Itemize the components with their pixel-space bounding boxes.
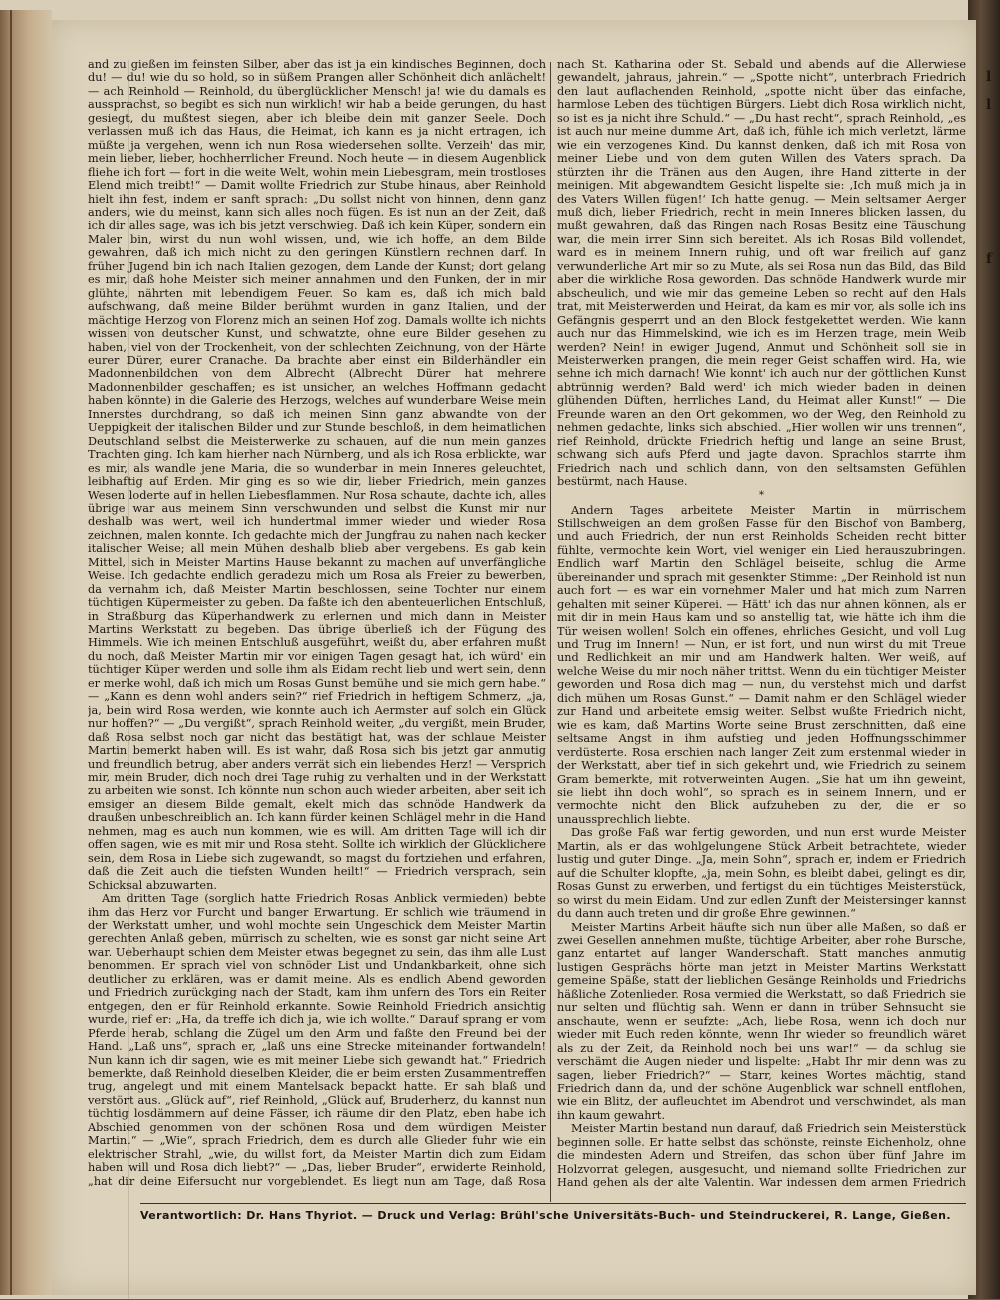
footer-rule xyxy=(140,1203,966,1204)
book-binding-left xyxy=(0,10,52,1295)
paragraph: Meister Martins Arbeit häufte sich nun über alle Maßen, so daß er zwei Gesellen annehmen mußte, tüchtige Arbeiter, aber rohe Bursche, ganz entartet auf langer Wanderschaft. Statt manches anmutig lustigen Gesprächs hörte man jetzt in Meister Martins Werkstatt gemeine Späße, statt der lieblichen Gesänge Reinholds und Friedrichs häßliche Zotenlieder. Rosa vermied die Werkstatt, so daß Friedrich sie nur selten und flüchtig sah. Wenn er dann in trüber Sehnsucht sie anschaute, wenn er seufzte: „Ach, liebe Rosa, wenn ich doch nur wieder mit Euch reden könnte, wenn Ihr wieder so freundlich wäret als zu der Zeit, da Reinhold noch bei uns war!“ — da schlug sie verschämt die Augen nieder und lispelte: „Habt Ihr mir denn was zu sagen, lieber Friedrich?“ — Starr, keines Wortes mächtig, stand Friedrich dann da, und der schöne Augenblick war schnell entflohen, wie ein Blitz, der aufleuchtet im Abendrot und verschwindet, als man ihn kaum gewahrt. xyxy=(557,920,966,1122)
text-column-left xyxy=(88,58,546,1188)
paragraph: Am dritten Tage (sorglich hatte Friedrich Rosas Anblick vermieden) bebte ihm das Herz vor Furcht und banger Erwartung. Er schlich wie träumend in der Werkstatt umher, und wohl mochte sein Ungeschick dem Meister Martin gerechten Anlaß geben, mürrisch zu schelten, wie es sonst gar nicht seine Art war. Ueberhaupt schien dem Meister etwas begegnet zu sein, das ihm alle Lust benommen. Er sprach viel von schnöder List und Undankbarkeit, ohne sich deutlicher zu erklären, was er damit meine. Als es endlich Abend geworden und Friedrich zurückging nach der Stadt, kam ihm unfern des Tors ein Reiter entgegen, den er für Reinhold erkannte. Sowie Reinhold Friedrich ansichtig wurde, rief er: „Ha, da treffe ich dich ja, wie ich wollte.“ Darauf sprang er vom Pferde herab, schlang die Zügel um den Arm und faßte den Freund bei der Hand. „Laß uns“, sprach er, „laß uns eine Strecke miteinander fortwandeln! Nun kann ich dir sagen, wie es mit meiner Liebe sich gewandt hat.“ Friedrich bemerkte, daß Reinhold dieselben Kleider, die er beim ersten Zusammentreffen trug, angelegt und mit einem Mantelsack bepackt hatte. Er sah blaß und verstört aus. „Glück auf“, rief Reinhold, „Glück auf, Bruderherz, du kannst nun tüchtig losdämmern auf deine Fässer, ich räume dir den Platz, eben habe ich Abschied genommen von der schönen Rosa und dem würdigen Meister Martin.“ — „Wie“, sprach Friedrich, dem es durch alle Glieder fuhr wie ein elektrischer Strahl, „wie, du willst fort, da Meister Martin dich zum Eidam haben will und Rosa dich liebt?“ — „Das, lieber Bruder“, erwiderte Reinhold, „hat dir deine Eifersucht nur vorgeblendet. Es liegt nun am Tage, daß Rosa xyxy=(88,892,546,1188)
section-mark: * xyxy=(759,489,764,501)
column-divider xyxy=(550,62,551,1202)
adjacent-page-edge: l l f xyxy=(986,69,993,267)
imprint-line: Verantwortlich: Dr. Hans Thyriot. — Druck und Verlag: Brühl'sche Universitäts-Buch- und Steindruckerei, R. Lange, Gießen. xyxy=(140,1209,951,1222)
paragraph: nach St. Katharina oder St. Sebald und abends auf die Allerwiese gewandelt, jahraus, jahrein.“ — „Spotte nicht“, unterbrach Friedrich den laut auflachenden Reinhold, „spotte nicht über das einfache, harmlose Leben des tüchtigen Bürgers. Liebt dich Rosa wirklich nicht, so ist es ja nicht ihre Schuld.“ — „Du hast recht“, sprach Reinhold, „es ist auch nur meine dumme Art, daß ich, fühle ich mich verletzt, lärme wie ein verzogenes Kind. Du kannst denken, daß ich mit Rosa von meiner Liebe und von dem guten Willen des Vaters sprach. Da stürzten ihr die Tränen aus den Augen, ihre Hand zitterte in der meinigen. Mit abgewandtem Gesicht lispelte sie: ‚Ich muß mich ja in des Vaters Willen fügen!‘ Ich hatte genug. — Mein seltsamer Aerger muß dich, lieber Friedrich, recht in mein Inneres blicken lassen, du mußt gewahren, daß das Ringen nach Rosas Besitz eine Täuschung war, die mein irrer Sinn sich bereitet. Als ich Rosas Bild vollendet, ward es in meinem Innern ruhig, und oft war freilich auf ganz verwunderliche Art mir so zu Mute, als sei Rosa nun das Bild, das Bild aber die wirkliche Rosa geworden. Das schnöde Handwerk wurde mir abscheulich, und wie mir das gemeine Leben so recht auf den Hals trat, mit Meisterwerden und Heirat, da kam es mir vor, als solle ich ins Gefängnis gesperrt und an den Block festgekettet werden. Wie kann auch nur das Himmelskind, wie ich es im Herzen trage, mein Weib werden? Nein! in ewiger Jugend, Anmut und Schönheit soll sie in Meisterwerken prangen, die mein reger Geist schaffen wird. Ha, wie sehne ich mich darnach! Wie konnt' ich auch nur der göttlichen Kunst abtrünnig werden? Bald werd' ich mich wieder baden in deinen glühenden Düften, herrliches Land, du Heimat aller Kunst!“ — Die Freunde waren an den Ort gekommen, wo der Weg, den Reinhold zu nehmen gedachte, links sich abschied. „Hier wollen wir uns trennen“, rief Reinhold, drückte Friedrich heftig und lange an seine Brust, schwang sich aufs Pferd und jagte davon. Sprachlos starrte ihm Friedrich nach und schlich dann, von den seltsamsten Gefühlen bestürmt, nach Hause. xyxy=(557,58,966,489)
paragraph: Meister Martin bestand nun darauf, daß Friedrich sein Meisterstück beginnen solle. Er hatte selbst das schönste, reinste Eichenholz, ohne die mindesten Adern und Streifen, das schon über fünf Jahre im Holzvorrat gelegen, ausgesucht, und niemand sollte Friedrichen zur Hand gehen als der alte Valentin. War indessen dem armen Friedrich xyxy=(557,1122,966,1188)
paragraph: and zu gießen im feinsten Silber, aber das ist ja ein kindisches Beginnen, doch du! — du! wie du so hold, so in süßem Prangen aller Schönheit dich anlächelt! — ach Reinhold — Reinhold, du überglücklicher Mensch! ja! wie du damals es aussprachst, so begibt es sich nun wirklich! wir hab a beide gerungen, du hast gesiegt, du mußtest siegen, aber ich bleibe dein mit ganzer Seele. Doch verlassen muß ich das Haus, die Heimat, ich kann es ja nicht ertragen, ich müßte ja vergehen, wenn ich nun Rosa wiedersehen sollte. Verzeih' das mir, mein lieber, lieber, hochherrlicher Freund. Noch heute — in diesem Augenblick fliehe ich fort — fort in die weite Welt, wohin mein Liebesgram, mein trostloses Elend mich treibt!“ — Damit wollte Friedrich zur Stube hinaus, aber Reinhold hielt ihn fest, indem er sanft sprach: „Du sollst nicht von hinnen, denn ganz anders, wie du meinst, kann sich alles noch fügen. Es ist nun an der Zeit, daß ich dir alles sage, was ich bis jetzt verschwieg. Daß ich kein Küper, sondern ein Maler bin, wirst du nun wohl wissen, und, wie ich hoffe, an dem Bilde gewahren, daß ich mich nicht zu den geringen Künstlern rechnen darf. In früher Jugend bin ich nach Italien gezogen, dem Lande der Kunst; dort gelang es mir, daß hohe Meister sich meiner annahmen und den Funken, der in mir glühte, nährten mit lebendigem Feuer. So kam es, daß ich mich bald aufschwang, daß meine Bilder berühmt wurden in ganz Italien, und der mächtige Herzog von Florenz mich an seinen Hof zog. Damals wollte ich nichts wissen von deutscher Kunst, und schwatzte, ohne eure Bilder gesehen zu haben, viel von der Trockenheit, von der schlechten Zeichnung, von der Härte eurer Dürer, eurer Cranache. Da brachte aber einst ein Bilderhändler ein Madonnenbildchen von dem Albrecht (Albrecht Dürer hat mehrere Madonnenbilder geschaffen; es ist unsicher, an welches Hoffmann gedacht haben könnte) in die Galerie des Herzogs, welches auf wunderbare Weise mein Innerstes durchdrang, so daß ich meinen Sinn ganz abwandte von der Ueppigkeit der italischen Bilder und zur Stunde beschloß, in dem heimatlichen Deutschland selbst die Meisterwerke zu schauen, auf die nun mein ganzes Trachten ging. Ich kam hierher nach Nürnberg, und als ich Rosa erblickte, war es mir, als wandle jene Maria, die so wunderbar in mein Inneres geleuchtet, leibhaftig auf Erden. Mir ging es so wie dir, lieber Friedrich, mein ganzes Wesen loderte auf in hellen Liebesflammen. Nur Rosa schaute, dachte ich, alles übrige war aus meinem Sinn verschwunden und selbst die Kunst mir nur deshalb was wert, weil ich hundertmal immer wieder und wieder Rosa zeichnen, malen konnte. Ich gedachte mich der Jungfrau zu nahen nach kecker italischer Weise; all mein Mühen deshalb blieb aber vergebens. Es gab kein Mittel, sich in Meister Martins Hause bekannt zu machen auf unverfängliche Weise. Ich gedachte endlich geradezu mich um Rosa als Freier zu bewerben, da vernahm ich, daß Meister Martin beschlossen, seine Tochter nur einem tüchtigen Küpermeister zu geben. Da faßte ich den abenteuerlichen Entschluß, in Straßburg das Küperhandwerk zu erlernen und mich dann in Meister Martins Werkstatt zu begeben. Das übrige überließ ich der Fügung des Himmels. Wie ich meinen Entschluß ausgeführt, weißt du, aber erfahren mußt du noch, daß Meister Martin mir vor einigen Tagen gesagt hat, ich würd' ein tüchtiger Küper werden und solle ihm als Eidam recht lieb und wert sein, denn er merke wohl, daß ich mich um Rosas Gunst bemühe und sie mich gern habe.“ — „Kann es denn wohl anders sein?“ rief Friedrich in heftigem Schmerz, „ja, ja, bein wird Rosa werden, wie konnte auch ich Aermster auf solch ein Glück nur hoffen?“ — „Du vergißt“, sprach Reinhold weiter, „du vergißt, mein Bruder, daß Rosa selbst noch gar nicht das bestätigt hat, was der schlaue Meister Martin bemerkt haben will. Es ist wahr, daß Rosa sich bis jetzt gar anmutig und freundlich betrug, aber anders verrät sich ein liebendes Herz! — Versprich mir, mein Bruder, dich noch drei Tage ruhig zu verhalten und in der Werkstatt zu arbeiten wie sonst. Ich könnte nun schon auch wieder arbeiten, aber seit ich emsiger an diesem Bilde gemalt, ekelt mich das schnöde Handwerk da draußen unbeschreiblich an. Ich kann fürder keinen Schlägel mehr in die Hand nehmen, mag es auch nun kommen, wie es will. Am dritten Tage will ich dir offen sagen, wie es mit mir und Rosa steht. Sollte ich wirklich der Glücklichere sein, dem Rosa in Liebe sich zugewandt, so magst du fortziehen und erfahren, daß die Zeit auch die tiefsten Wunden heilt!“ — Friedrich versprach, sein Schicksal abzuwarten. xyxy=(88,58,546,892)
text-column-right xyxy=(557,58,966,1188)
paragraph: Andern Tages arbeitete Meister Martin in mürrischem Stillschweigen an dem großen Fasse für den Bischof von Bamberg, und auch Friedrich, der nun erst Reinholds Scheiden recht bitter fühlte, vermochte kein Wort, viel weniger ein Lied herauszubringen. Endlich warf Martin den Schlägel beiseite, schlug die Arme übereinander und sprach mit gesenkter Stimme: „Der Reinhold ist nun auch fort — es war ein vornehmer Maler und hat mich zum Narren gehalten mit seiner Küperei. — Hätt' ich das nur ahnen können, als er mit dir in mein Haus kam und so anstellig tat, wie hätte ich ihm die Tür weisen wollen! Solch ein offenes, ehrliches Gesicht, und voll Lug und Trug im Innern! — Nun, er ist fort, und nun wirst du mit Treue und Redlichkeit an mir und am Handwerk halten. Wer weiß, auf welche Weise du mir noch näher trittst. Wenn du ein tüchtiger Meister geworden und Rosa dich mag — nun, du verstehst mich und darfst dich mühen um Rosas Gunst.“ — Damit nahm er den Schlägel wieder zur Hand und arbeitete emsig weiter. Selbst wußte Friedrich nicht, wie es kam, daß Martins Worte seine Brust zerschnitten, daß eine seltsame Angst in ihm aufstieg und jeden Hoffnungsschimmer verdüsterte. Rosa erschien nach langer Zeit zum erstenmal wieder in der Werkstatt, aber tief in sich gekehrt und, wie Friedrich zu seinem Gram bemerkte, mit rotverweinten Augen. „Sie hat um ihn geweint, sie liebt ihn doch wohl“, so sprach es in seinem Innern, und er vermochte nicht den Blick aufzuheben zu der, die er so unaussprechlich liebte. xyxy=(557,503,966,826)
paragraph: Das große Faß war fertig geworden, und nun erst wurde Meister Martin, als er das wohlgelungene Stück Arbeit betrachtete, wieder lustig und guter Dinge. „Ja, mein Sohn“, sprach er, indem er Friedrich auf die Schulter klopfte, „ja, mein Sohn, es bleibt dabei, gelingt es dir, Rosas Gunst zu erwerben, und fertigst du ein tüchtiges Meisterstück, so wirst du mein Eidam. Und zur edlen Zunft der Meistersinger kannst du dann auch treten und dir große Ehre gewinnen.“ xyxy=(557,826,966,921)
